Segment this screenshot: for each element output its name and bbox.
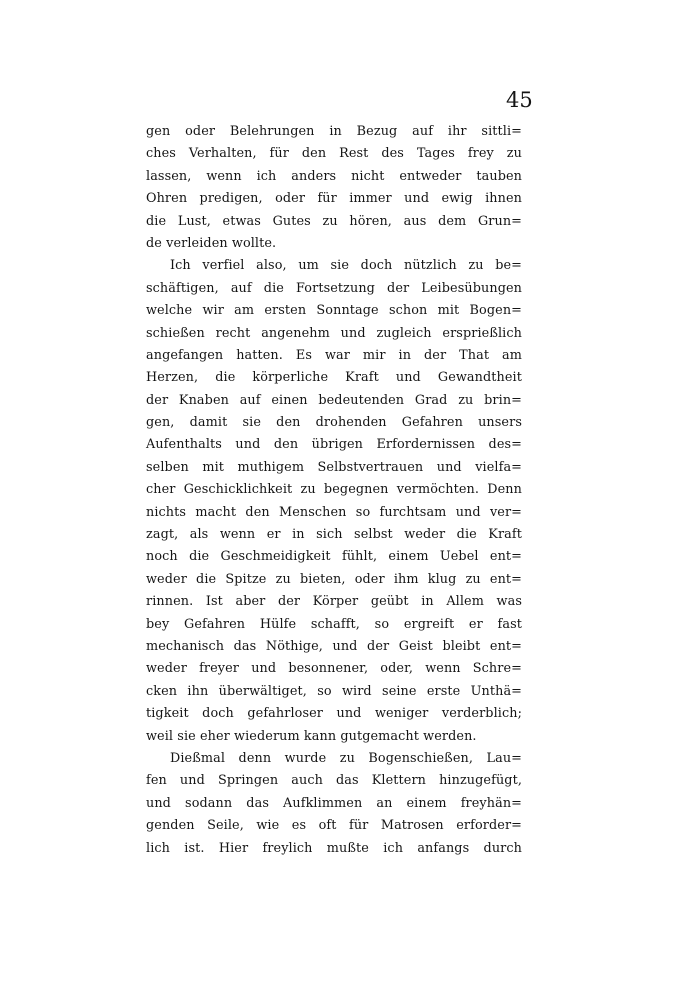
text-line: Ich verfiel also, um sie doch nützlich zu be= <box>170 258 522 274</box>
text-line: genden Seile, wie es oft für Matrosen erforder= <box>146 818 522 834</box>
text-line: lassen, wenn ich anders nicht entweder tauben <box>146 168 522 184</box>
text-line: Aufenthalts und den übrigen Erfordernissen des= <box>146 437 522 453</box>
text-line: cher Geschicklichkeit zu begegnen vermöchten. Denn <box>146 482 522 498</box>
page-number: 45 <box>506 88 533 112</box>
text-line: tigkeit doch gefahrloser und weniger verderblich; <box>146 706 522 722</box>
body-text <box>146 121 522 860</box>
text-line: schäftigen, auf die Fortsetzung der Leibesübungen <box>146 280 522 296</box>
text-line: der Knaben auf einen bedeutenden Grad zu brin= <box>146 392 522 408</box>
text-line: lich ist. Hier freylich mußte ich anfangs durch <box>146 840 522 856</box>
text-line: gen oder Belehrungen in Bezug auf ihr sittli= <box>146 124 522 139</box>
text-line: zagt, als wenn er in sich selbst weder die Kraft <box>146 527 522 543</box>
text-line: die Lust, etwas Gutes zu hören, aus dem Grun= <box>146 213 522 229</box>
paragraph <box>146 255 522 748</box>
text-line: und sodann das Aufklimmen an einem freyhän= <box>146 795 522 811</box>
text-line: angefangen hatten. Es war mir in der That am <box>146 347 522 363</box>
text-line: cken ihn überwältiget, so wird seine erste Unthä= <box>146 683 522 699</box>
text-line: Dießmal denn wurde zu Bogenschießen, Lau= <box>170 750 522 766</box>
text-line: weil sie eher wiederum kann gutgemacht werden. <box>146 728 477 744</box>
text-line: selben mit muthigem Selbstvertrauen und vielfa= <box>146 459 522 475</box>
text-line: Herzen, die körperliche Kraft und Gewandtheit <box>146 370 522 386</box>
text-line: weder freyer und besonnener, oder, wenn Schre= <box>146 661 522 677</box>
text-line: ches Verhalten, für den Rest des Tages frey zu <box>146 146 522 162</box>
text-line: Ohren predigen, oder für immer und ewig ihnen <box>146 191 522 207</box>
text-line: schießen recht angenehm und zugleich ersprießlich <box>146 325 522 341</box>
text-line: de verleiden wollte. <box>146 235 277 251</box>
text-line: bey Gefahren Hülfe schafft, so ergreift er fast <box>146 616 522 632</box>
paragraph <box>146 121 522 255</box>
text-line: mechanisch das Nöthige, und der Geist bleibt ent= <box>146 638 522 654</box>
text-line: rinnen. Ist aber der Körper geübt in Allem was <box>146 594 522 610</box>
text-line: welche wir am ersten Sonntage schon mit Bogen= <box>146 303 522 319</box>
text-line: nichts macht den Menschen so furchtsam und ver= <box>146 504 522 520</box>
text-line: gen, damit sie den drohenden Gefahren unsers <box>146 415 522 431</box>
text-line: weder die Spitze zu bieten, oder ihm klug zu ent= <box>146 571 522 587</box>
text-line: noch die Geschmeidigkeit fühlt, einem Uebel ent= <box>146 549 522 565</box>
paragraph <box>146 748 522 860</box>
text-line: fen und Springen auch das Klettern hinzugefügt, <box>146 773 522 789</box>
